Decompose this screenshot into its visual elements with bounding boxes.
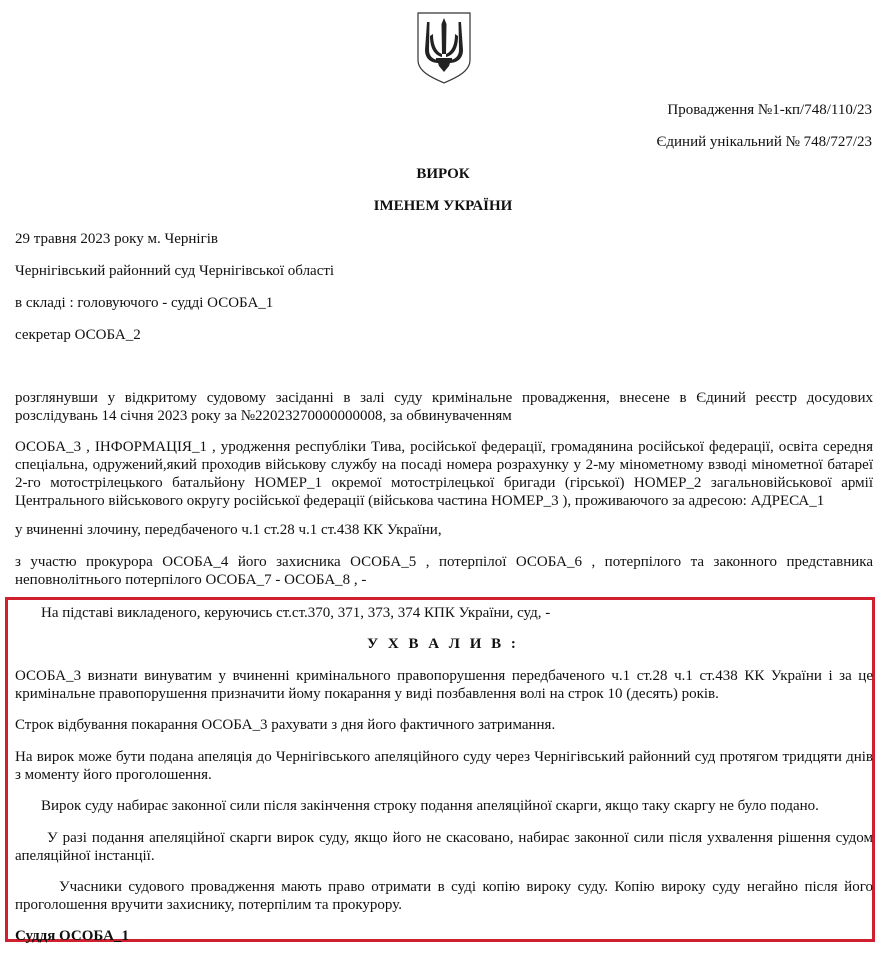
trident-coat-of-arms-icon bbox=[415, 10, 473, 86]
court-secretary: секретар ОСОБА_2 bbox=[15, 327, 141, 343]
accused-paragraph: ОСОБА_3 , ІНФОРМАЦІЯ_1 , уродження республіки Тива, російської федерації, громадянина російської федерації, освіта середня спеціальна, одружений,який проходив військову службу на посаді номера розрахунку у 2-му мінометному взводі мінометної батареї 2-го мотострілецького батальйону НОМЕР_1 окремої мотострілецької бригади (гірської) НОМЕР_2 загальновійськової армії Центрального військового округу російської федерації (військова частина НОМЕР_3 ), проживаючого за адресою: АДРЕСА_1 bbox=[15, 439, 873, 509]
court-name: Чернігівський районний суд Чернігівської області bbox=[15, 263, 335, 279]
unique-number: Єдиний унікальний № 748/727/23 bbox=[656, 134, 872, 150]
document-subtitle: ІМЕНЕМ УКРАЇНИ bbox=[373, 198, 513, 214]
court-composition: в складі : головуючого - судді ОСОБА_1 bbox=[15, 295, 274, 311]
document-title: ВИРОК bbox=[416, 166, 470, 182]
proceeding-number: Провадження №1-кп/748/110/23 bbox=[667, 102, 872, 118]
appeal-paragraph: На вирок може бути подана апеляція до Чернігівського апеляційного суду через Чернігівський районний суд протягом тридцяти днів з моменту його проголошення. bbox=[15, 749, 873, 783]
term-start-paragraph: Строк відбування покарання ОСОБА_3 рахувати з дня його фактичного затримання. bbox=[15, 717, 556, 733]
verdict-paragraph: ОСОБА_3 визнати винуватим у вчиненні кримінального правопорушення передбаченого ч.1 ст.28 ч.1 ст.438 КК України і за це кримінальне правопорушення призначити йому покарання у виді позбавлення волі на строк 10 (десять) років. bbox=[15, 668, 873, 702]
ruling-basis: На підставі викладеного, керуючись ст.ст.370, 371, 373, 374 КПК України, суд, - bbox=[41, 605, 551, 621]
participants-paragraph: з участю прокурора ОСОБА_4 його захисника ОСОБА_5 , потерпілої ОСОБА_6 , потерпілого та законного представника неповнолітнього потерпілого ОСОБА_7 - ОСОБА_8 , - bbox=[15, 554, 873, 588]
date-place: 29 травня 2023 року м. Чернігів bbox=[15, 231, 218, 247]
considered-paragraph: розглянувши у відкритому судовому засіданні в залі суду кримінальне провадження, внесене в Єдиний реєстр досудових розслідувань 14 січня 2023 року за №22023270000000008, за обвинуваченням bbox=[15, 390, 873, 424]
ruling-heading: У Х В А Л И В : bbox=[367, 636, 519, 652]
charge-paragraph: у вчиненні злочину, передбаченого ч.1 ст.28 ч.1 ст.438 КК України, bbox=[15, 522, 442, 538]
effect-paragraph: Вирок суду набирає законної сили після закінчення строку подання апеляційної скарги, якщо таку скаргу не було подано. bbox=[41, 798, 819, 814]
effect-appeal-paragraph: У разі подання апеляційної скарги вирок суду, якщо його не скасовано, набирає законної сили після ухвалення рішення судом апеляційної інстанції. bbox=[15, 830, 873, 864]
judge-signature: Суддя ОСОБА_1 bbox=[15, 928, 129, 944]
copies-paragraph: Учасники судового провадження мають право отримати в суді копію вироку суду. Копію вироку суду негайно після його проголошення вручити захиснику, потерпілим та прокурору. bbox=[15, 879, 873, 913]
